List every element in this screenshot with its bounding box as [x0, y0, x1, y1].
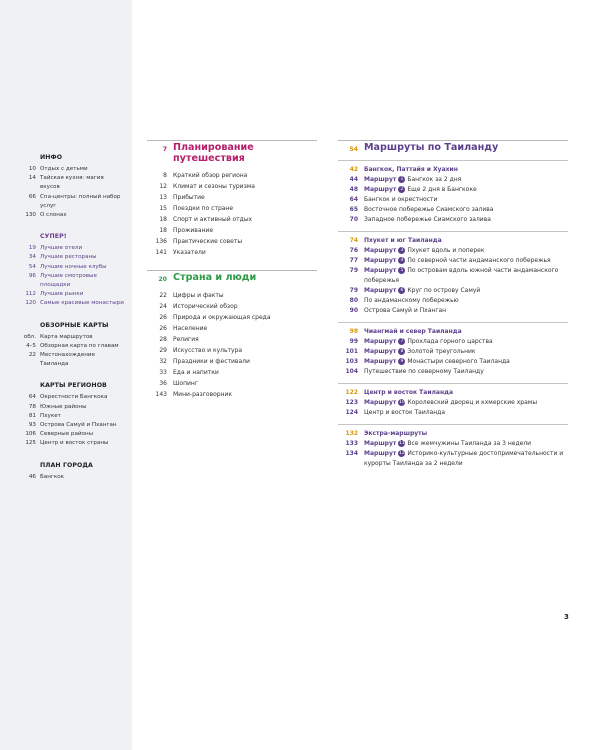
section-rule [338, 160, 568, 161]
entry-content [364, 439, 568, 449]
section-page-number: 74 [349, 237, 358, 244]
sidebar-entry [0, 430, 132, 439]
top-rule [147, 140, 317, 141]
entry-content [364, 306, 568, 316]
entry-page-number: 32 [159, 358, 167, 365]
entry-page-number: 19 [28, 245, 36, 252]
entry-content [364, 286, 568, 296]
route-entry [338, 296, 568, 306]
chapter-heading [147, 273, 317, 284]
entry-title: Шопинг [173, 380, 198, 387]
entry-page-number: 22 [28, 352, 36, 359]
sidebar-heading: ОБЗОРНЫЕ КАРТЫ [40, 321, 109, 329]
entry-content [364, 357, 568, 367]
entry-page-number: 13 [159, 194, 167, 201]
entry-content [364, 215, 568, 225]
entry-page-number: 64 [349, 196, 358, 203]
entry-title: Праздники и фестивали [173, 358, 250, 365]
entry-page-number: 134 [345, 450, 358, 457]
entry-title: Лучшие ночные клубы [40, 263, 107, 270]
entry-content [364, 398, 568, 408]
sidebar-entry [0, 473, 132, 482]
top-rule [147, 270, 317, 271]
contents-entry [147, 356, 317, 367]
sidebar-section [0, 154, 132, 220]
chapter-page-number: 7 [162, 146, 167, 153]
chapter-page-number: 20 [158, 276, 167, 283]
entry-page-number: 14 [28, 175, 36, 182]
route-entry [338, 185, 568, 195]
entry-content [364, 246, 568, 256]
section-heading [338, 388, 568, 398]
entry-page-number: 4–5 [26, 342, 36, 349]
contents-entry [147, 334, 317, 345]
route-label: Маршрут [364, 257, 397, 264]
route-label: Маршрут [364, 267, 397, 274]
entry-page-number: 93 [28, 422, 36, 429]
entry-title: Путешествие по северному Таиланду [364, 368, 484, 375]
sidebar-section [0, 233, 132, 308]
entry-title: Карта маршрутов [40, 333, 93, 340]
entry-page-number: 76 [349, 247, 358, 254]
entry-page-number: 18 [159, 216, 167, 223]
route-label: Маршрут [364, 348, 397, 355]
chapter-title: Маршруты по Таиланду [364, 142, 499, 153]
sidebar-heading: ИНФО [40, 154, 63, 161]
sidebar-entry [0, 211, 132, 220]
section-rule [338, 424, 568, 425]
contents-column-routes [338, 140, 568, 469]
route-number-badge: 12 [399, 450, 405, 456]
route-label: Маршрут [364, 399, 397, 406]
section-rule [338, 231, 568, 232]
route-entry [338, 449, 568, 469]
route-entry [338, 205, 568, 215]
route-number-badge: 8 [398, 348, 405, 355]
chapter-heading-routes [338, 143, 568, 154]
sidebar-entry [0, 342, 132, 351]
route-label: Маршрут [364, 186, 397, 193]
entry-title: Бангкок за 2 дня [407, 176, 462, 183]
route-entry [338, 215, 568, 225]
route-entry [338, 266, 568, 286]
entry-page-number: 81 [28, 412, 36, 419]
sidebar-section [0, 322, 132, 370]
entry-page-number: 26 [159, 325, 167, 332]
route-label: Маршрут [364, 338, 397, 345]
sidebar-entry [0, 253, 132, 262]
entry-content [364, 256, 568, 266]
entry-title: О слонах [40, 212, 67, 219]
entry-title: Бангкок [40, 473, 65, 480]
entry-content [364, 449, 568, 469]
entry-page-number: 123 [345, 399, 358, 406]
entry-content [364, 367, 568, 377]
entry-page-number: 103 [345, 358, 358, 365]
section-page-number: 98 [349, 328, 358, 335]
entry-title: Практические советы [173, 238, 243, 245]
section-page-number: 132 [345, 430, 358, 437]
route-entry [338, 246, 568, 256]
entry-content [364, 195, 568, 205]
route-number-badge: 9 [398, 358, 405, 365]
entry-page-number: 26 [159, 314, 167, 321]
sidebar-heading: СУПЕР! [40, 233, 67, 241]
entry-page-number: 96 [28, 272, 36, 279]
section-page-number: 122 [345, 389, 358, 396]
route-entry [338, 195, 568, 205]
entry-page-number: 104 [345, 368, 358, 375]
entry-page-number: 79 [349, 267, 358, 274]
chapter-spacer [147, 258, 317, 270]
sidebar-entry [0, 333, 132, 342]
route-number-badge: 3 [398, 247, 405, 254]
entry-title: Краткий обзор региона [173, 172, 248, 179]
contents-entry [147, 312, 317, 323]
entry-title: Еще 2 дня в Бангкоке [407, 186, 477, 193]
contents-entry [147, 378, 317, 389]
entry-page-number: 18 [159, 227, 167, 234]
entry-title: Исторический обзор [173, 303, 238, 310]
entry-page-number: 120 [25, 300, 36, 307]
entry-title: Острова Самуй и Пханган [40, 422, 117, 429]
entry-page-number: 77 [349, 257, 358, 264]
contents-entry [147, 214, 317, 225]
route-number-badge: 4 [398, 257, 405, 264]
route-number-badge: 1 [398, 176, 405, 183]
entry-page-number: 124 [345, 409, 358, 416]
sidebar-entry [0, 263, 132, 272]
entry-page-number: 54 [28, 263, 36, 270]
contents-entry [147, 225, 317, 236]
entry-title: Население [173, 325, 208, 332]
entry-page-number: 106 [25, 431, 36, 438]
sidebar-entry [0, 165, 132, 174]
entry-title: Золотой треугольник [407, 348, 476, 355]
entry-title: Историко-культурные достопримечательности и курорты Таиланда за 2 недели [364, 450, 564, 467]
entry-page-number: 28 [159, 336, 167, 343]
entry-title: Искусство и культура [173, 347, 243, 354]
route-entry [338, 347, 568, 357]
entry-title: Восточное побережье Сиамского залива [364, 206, 494, 213]
entry-title: Бангкок и окрестности [364, 196, 438, 203]
entry-page-number: 22 [159, 292, 167, 299]
contents-entry [147, 345, 317, 356]
entry-content [364, 205, 568, 215]
entry-content [364, 337, 568, 347]
route-label: Маршрут [364, 287, 397, 294]
sidebar-section [0, 462, 132, 482]
entry-title: По северной части андаманского побережья [407, 257, 551, 264]
entry-page-number: 90 [349, 307, 358, 314]
sidebar-entry [0, 290, 132, 299]
entry-page-number: 44 [349, 176, 358, 183]
entry-title: Указатели [173, 249, 206, 256]
entry-page-number: 66 [28, 193, 36, 200]
entry-title: Отдых с детьми [40, 166, 88, 172]
entry-page-number: 64 [28, 394, 36, 401]
entry-page-number: 36 [159, 380, 167, 387]
route-entry [338, 286, 568, 296]
entry-title: По андаманскому побережью [364, 297, 459, 304]
sidebar-entry [0, 439, 132, 448]
contents-entry [147, 192, 317, 203]
entry-title: Спорт и активный отдых [173, 216, 253, 223]
entry-title: Окрестности Бангкока [40, 394, 108, 401]
route-number-badge: 6 [398, 287, 405, 294]
entry-title: Северные районы [40, 431, 94, 438]
entry-page-number: 101 [345, 348, 358, 355]
entry-title: Мини-разговорник [173, 391, 233, 398]
entry-title: Лучшие рестораны [40, 254, 97, 261]
entry-title: Цифры и факты [173, 292, 224, 299]
route-number-badge: 11 [399, 440, 405, 446]
entry-title: Западное побережье Сиамского залива [364, 216, 491, 223]
entry-page-number: 65 [349, 206, 358, 213]
entry-page-number: 29 [159, 347, 167, 354]
entry-page-number: 15 [159, 205, 167, 212]
entry-page-number: 78 [28, 403, 36, 410]
entry-title: Пхукет вдоль и поперек [407, 247, 485, 254]
route-entry [338, 337, 568, 347]
entry-title: Обзорная карта по главам [40, 342, 119, 349]
entry-title: Природа и окружающая среда [173, 314, 271, 321]
entry-title: Поездки по стране [173, 205, 234, 212]
entry-title: Круг по острову Самуй [407, 287, 481, 294]
page-number: 3 [564, 613, 569, 621]
entry-page-number: 34 [28, 254, 36, 261]
chapter-title: Планирование путешествия [173, 142, 254, 164]
sidebar-entry [0, 351, 132, 369]
entry-page-number: 24 [159, 303, 167, 310]
route-entry [338, 256, 568, 266]
sidebar-entry [0, 403, 132, 412]
entry-title: По островам вдоль южной части андаманского побережья [364, 267, 559, 284]
section-title: Пхукет и юг Таиланда [364, 237, 442, 244]
sidebar-entry [0, 393, 132, 402]
route-entry [338, 175, 568, 185]
sidebar-entry [0, 272, 132, 290]
sidebar-entry [0, 244, 132, 253]
chapter-heading [147, 143, 317, 164]
entry-title: Спа-центры: полный набор услуг [40, 193, 121, 209]
section-title: Центр и восток Таиланда [364, 389, 454, 396]
route-entry [338, 367, 568, 377]
sidebar-entry [0, 299, 132, 308]
section-heading [338, 165, 568, 175]
sidebar-heading: ПЛАН ГОРОДА [40, 461, 93, 469]
section-title: Бангкок, Паттайя и Хуахин [364, 166, 458, 173]
sidebar-index [0, 154, 132, 495]
entry-title: Тайская кухня: магия вкусов [40, 175, 104, 191]
section-rule [338, 322, 568, 323]
entry-page-number: 79 [349, 287, 358, 294]
entry-content [364, 296, 568, 306]
section-title: Чиангмай и север Таиланда [364, 328, 462, 335]
route-entry [338, 398, 568, 408]
entry-page-number: 112 [25, 291, 36, 298]
route-label: Маршрут [364, 247, 397, 254]
entry-title: Климат и сезоны туризма [173, 183, 255, 190]
chapter-title: Страна и люди [173, 272, 257, 283]
entry-content [364, 185, 568, 195]
entry-title: Еда и напитки [173, 369, 219, 376]
contents-entry [147, 170, 317, 181]
entry-page-number: 130 [25, 212, 36, 219]
sidebar-panel [0, 0, 132, 750]
contents-entry [147, 236, 317, 247]
chapter-spacer [147, 400, 317, 412]
entry-title: Центр и восток Таиланда [364, 409, 445, 416]
route-entry [338, 306, 568, 316]
section-title: Экстра-маршруты [364, 430, 428, 437]
contents-entry [147, 247, 317, 258]
route-number-badge: 10 [399, 399, 405, 405]
section-heading [338, 327, 568, 337]
entry-content [364, 266, 568, 286]
entry-content [364, 347, 568, 357]
route-sections [338, 160, 568, 469]
entry-page-number: 46 [28, 473, 36, 480]
entry-page-number: 33 [159, 369, 167, 376]
entry-page-number: 99 [349, 338, 358, 345]
route-entry [338, 357, 568, 367]
route-label: Маршрут [364, 450, 397, 457]
sidebar-entry [0, 193, 132, 211]
entry-title: Монастыри северного Таиланда [407, 358, 510, 365]
route-entry [338, 439, 568, 449]
route-label: Маршрут [364, 358, 397, 365]
entry-page-number: 136 [155, 238, 167, 245]
entry-title: Центр и восток страны [40, 440, 109, 447]
entry-title: Самые красивые монастыри [40, 300, 124, 307]
sidebar-section [0, 382, 132, 448]
entry-title: Лучшие смотровые площадки [40, 272, 97, 289]
contents-entry [147, 323, 317, 334]
entry-content [364, 408, 568, 418]
section-heading [338, 236, 568, 246]
entry-page-number: 10 [28, 166, 36, 172]
entry-title: Местонахождение Таиланда [40, 352, 95, 368]
contents-column-left [147, 140, 317, 412]
entry-page-number: 48 [349, 186, 358, 193]
entry-title: Прохлада горного царства [407, 338, 493, 345]
entry-page-number: 143 [155, 391, 167, 398]
entry-title: Прибытие [173, 194, 205, 201]
section-heading [338, 429, 568, 439]
route-label: Маршрут [364, 440, 397, 447]
sidebar-entry [0, 412, 132, 421]
entry-content [364, 175, 568, 185]
entry-title: Южные районы [40, 403, 87, 410]
route-number-badge: 2 [398, 186, 405, 193]
entry-page-number: 125 [25, 440, 36, 447]
contents-entry [147, 290, 317, 301]
sidebar-entry [0, 421, 132, 430]
entry-title: Королевский дворец и кхмерские храмы [407, 399, 538, 406]
top-rule [338, 140, 568, 141]
entry-title: Религия [173, 336, 199, 343]
entry-title: Все жемчужины Таиланда за 3 недели [407, 440, 532, 447]
entry-title: Острова Самуй и Пханган [364, 307, 447, 314]
entry-page-number: обл. [23, 333, 36, 340]
entry-page-number: 12 [159, 183, 167, 190]
route-number-badge: 7 [398, 338, 405, 345]
contents-entry [147, 367, 317, 378]
entry-title: Лучшие рынки [40, 291, 84, 298]
entry-page-number: 80 [349, 297, 358, 304]
entry-page-number: 141 [155, 249, 167, 256]
entry-page-number: 8 [163, 172, 167, 179]
route-label: Маршрут [364, 176, 397, 183]
contents-entry [147, 203, 317, 214]
entry-page-number: 133 [345, 440, 358, 447]
sidebar-heading: КАРТЫ РЕГИОНОВ [40, 382, 107, 390]
contents-entry [147, 301, 317, 312]
entry-page-number: 70 [349, 216, 358, 223]
route-number-badge: 5 [398, 267, 405, 274]
chapter-page-number: 54 [349, 146, 358, 153]
section-page-number: 42 [349, 166, 358, 173]
route-entry [338, 408, 568, 418]
sidebar-entry [0, 174, 132, 192]
entry-title: Лучшие отели [40, 245, 83, 252]
contents-entry [147, 389, 317, 400]
section-rule [338, 383, 568, 384]
entry-title: Проживание [173, 227, 214, 234]
entry-title: Пхукет [40, 412, 61, 419]
contents-entry [147, 181, 317, 192]
